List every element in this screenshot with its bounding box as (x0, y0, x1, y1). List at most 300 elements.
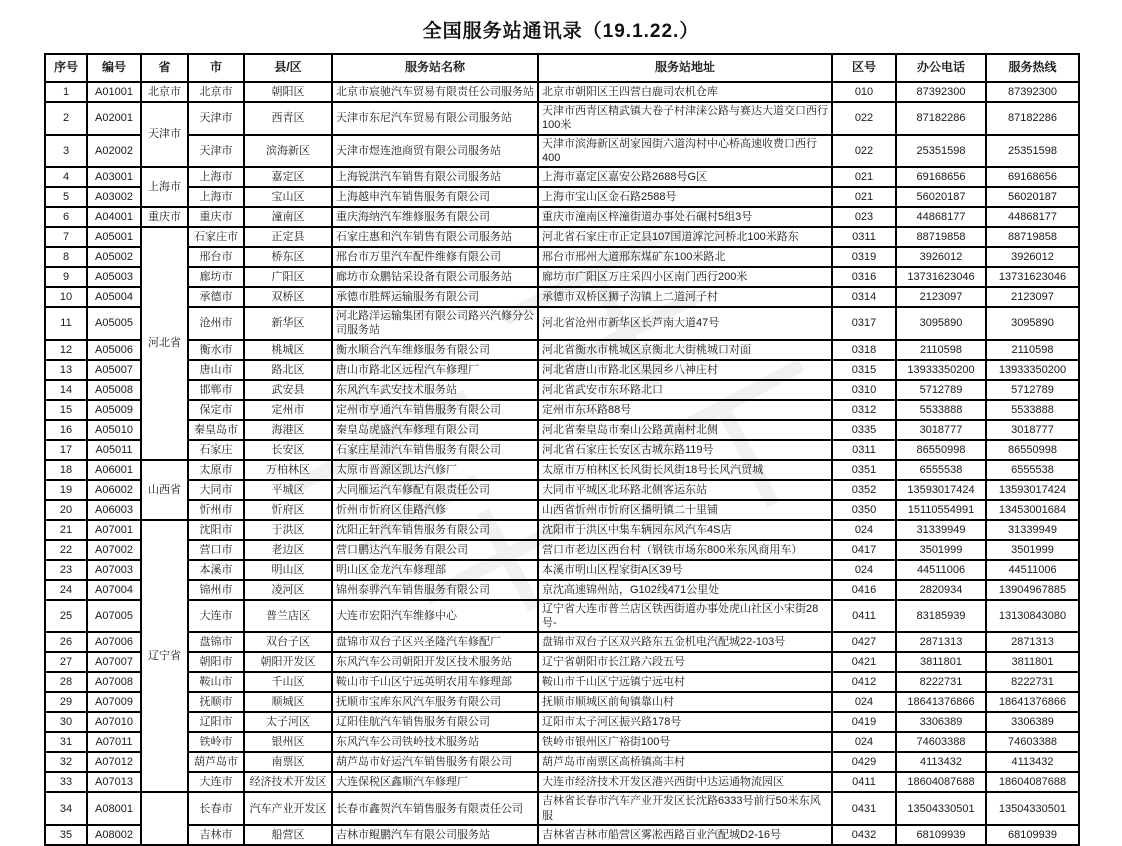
cell-no: 27 (45, 652, 87, 672)
cell-district: 顺城区 (244, 692, 332, 712)
cell-hotline: 3501999 (986, 540, 1079, 560)
cell-address: 鞍山市千山区宁远镇宁远屯村 (538, 672, 832, 692)
cell-no: 21 (45, 520, 87, 540)
cell-code: A06003 (87, 500, 141, 520)
cell-city: 长春市 (188, 792, 244, 825)
cell-office-phone: 44868177 (896, 207, 986, 227)
cell-area-code: 024 (832, 560, 896, 580)
cell-area-code: 024 (832, 732, 896, 752)
cell-district: 嘉定区 (244, 167, 332, 187)
cell-hotline: 74603388 (986, 732, 1079, 752)
cell-hotline: 3095890 (986, 307, 1079, 340)
cell-code: A07001 (87, 520, 141, 540)
cell-station-name: 沈阳正轩汽车销售服务有限公司 (332, 520, 538, 540)
cell-no: 34 (45, 792, 87, 825)
cell-area-code: 0411 (832, 772, 896, 792)
col-header-area-code: 区号 (832, 54, 896, 82)
cell-address: 邢台市邢州大道邢东煤矿东100米路北 (538, 247, 832, 267)
cell-area-code: 0319 (832, 247, 896, 267)
cell-station-name: 重庆海纳汽车维修服务有限公司 (332, 207, 538, 227)
cell-no: 19 (45, 480, 87, 500)
table-row (45, 540, 1079, 560)
cell-district: 老边区 (244, 540, 332, 560)
cell-area-code: 024 (832, 520, 896, 540)
cell-no: 29 (45, 692, 87, 712)
header-row (45, 54, 1079, 82)
cell-district: 定州市 (244, 400, 332, 420)
cell-hotline: 13130843080 (986, 600, 1079, 633)
cell-province: 上海市 (141, 167, 188, 207)
cell-area-code: 0352 (832, 480, 896, 500)
cell-code: A02001 (87, 102, 141, 135)
cell-city: 秦皇岛市 (188, 420, 244, 440)
cell-code: A05003 (87, 267, 141, 287)
table-row (45, 207, 1079, 227)
cell-area-code: 024 (832, 692, 896, 712)
cell-area-code: 022 (832, 135, 896, 168)
cell-office-phone: 69168656 (896, 167, 986, 187)
table-row (45, 287, 1079, 307)
table-row (45, 400, 1079, 420)
cell-area-code: 010 (832, 82, 896, 102)
cell-hotline: 44868177 (986, 207, 1079, 227)
cell-station-name: 天津市煜连池商贸有限公司服务站 (332, 135, 538, 168)
cell-province: 天津市 (141, 102, 188, 167)
cell-district: 朝阳开发区 (244, 652, 332, 672)
cell-city: 辽阳市 (188, 712, 244, 732)
cell-code: A07011 (87, 732, 141, 752)
table-row (45, 187, 1079, 207)
cell-code: A07013 (87, 772, 141, 792)
cell-no: 4 (45, 167, 87, 187)
cell-city: 锦州市 (188, 580, 244, 600)
cell-hotline: 31339949 (986, 520, 1079, 540)
table-row (45, 420, 1079, 440)
cell-city: 盘锦市 (188, 632, 244, 652)
cell-hotline: 4113432 (986, 752, 1079, 772)
cell-office-phone: 3095890 (896, 307, 986, 340)
cell-area-code: 022 (832, 102, 896, 135)
table-row (45, 227, 1079, 247)
cell-district: 新华区 (244, 307, 332, 340)
table-row (45, 825, 1079, 845)
cell-area-code: 0316 (832, 267, 896, 287)
cell-district: 宝山区 (244, 187, 332, 207)
cell-city: 承德市 (188, 287, 244, 307)
cell-district: 汽车产业开发区 (244, 792, 332, 825)
cell-city: 廊坊市 (188, 267, 244, 287)
cell-code: A07006 (87, 632, 141, 652)
cell-hotline: 13453001684 (986, 500, 1079, 520)
cell-area-code: 0318 (832, 340, 896, 360)
cell-city: 抚顺市 (188, 692, 244, 712)
cell-station-name: 鞍山市千山区宁远英明农用车修理部 (332, 672, 538, 692)
cell-district: 普兰店区 (244, 600, 332, 633)
cell-station-name: 大连保税区鑫顺汽车修理厂 (332, 772, 538, 792)
cell-address: 重庆市潼南区梓潼街道办事处石碾村5组3号 (538, 207, 832, 227)
cell-address: 河北省石家庄市正定县107国道滹沱河桥北100米路东 (538, 227, 832, 247)
cell-code: A07003 (87, 560, 141, 580)
cell-address: 抚顺市顺城区前甸镇靠山村 (538, 692, 832, 712)
cell-no: 10 (45, 287, 87, 307)
cell-city: 邢台市 (188, 247, 244, 267)
cell-hotline: 69168656 (986, 167, 1079, 187)
cell-no: 9 (45, 267, 87, 287)
col-header-city: 市 (188, 54, 244, 82)
cell-city: 吉林市 (188, 825, 244, 845)
cell-hotline: 3926012 (986, 247, 1079, 267)
table-row (45, 692, 1079, 712)
cell-hotline: 2871313 (986, 632, 1079, 652)
cell-area-code: 0350 (832, 500, 896, 520)
cell-address: 葫芦岛市南票区高桥镇高丰村 (538, 752, 832, 772)
cell-hotline: 56020187 (986, 187, 1079, 207)
cell-area-code: 0335 (832, 420, 896, 440)
cell-no: 7 (45, 227, 87, 247)
cell-address: 廊坊市广阳区万庄采四小区南门西行200米 (538, 267, 832, 287)
cell-station-name: 邢台市万里汽车配件维修有限公司 (332, 247, 538, 267)
cell-area-code: 0310 (832, 380, 896, 400)
cell-code: A02002 (87, 135, 141, 168)
cell-no: 26 (45, 632, 87, 652)
table-row (45, 480, 1079, 500)
cell-province: 山西省 (141, 460, 188, 520)
cell-hotline: 87392300 (986, 82, 1079, 102)
table-row (45, 772, 1079, 792)
cell-station-name: 明山区金龙汽车修理部 (332, 560, 538, 580)
cell-district: 武安县 (244, 380, 332, 400)
cell-hotline: 13731623046 (986, 267, 1079, 287)
cell-city: 重庆市 (188, 207, 244, 227)
cell-city: 营口市 (188, 540, 244, 560)
cell-district: 朝阳区 (244, 82, 332, 102)
cell-code: A07010 (87, 712, 141, 732)
cell-no: 23 (45, 560, 87, 580)
cell-office-phone: 3018777 (896, 420, 986, 440)
cell-office-phone: 13504330501 (896, 792, 986, 825)
cell-city: 邯郸市 (188, 380, 244, 400)
cell-hotline: 13593017424 (986, 480, 1079, 500)
cell-office-phone: 18604087688 (896, 772, 986, 792)
table-row (45, 340, 1079, 360)
cell-office-phone: 13933350200 (896, 360, 986, 380)
cell-city: 上海市 (188, 167, 244, 187)
cell-district: 太子河区 (244, 712, 332, 732)
col-header-code: 编号 (87, 54, 141, 82)
cell-station-name: 吉林市鲲鹏汽车有限公司服务站 (332, 825, 538, 845)
cell-office-phone: 4113432 (896, 752, 986, 772)
cell-station-name: 河北路洋运输集团有限公司路兴汽修分公司服务站 (332, 307, 538, 340)
table-row (45, 360, 1079, 380)
cell-district: 路北区 (244, 360, 332, 380)
cell-district: 船营区 (244, 825, 332, 845)
cell-city: 天津市 (188, 135, 244, 168)
cell-station-name: 东风汽车公司铁岭技术服务站 (332, 732, 538, 752)
cell-office-phone: 68109939 (896, 825, 986, 845)
cell-station-name: 东风汽车公司朝阳开发区技术服务站 (332, 652, 538, 672)
cell-code: A05002 (87, 247, 141, 267)
cell-address: 本溪市明山区程家街A区39号 (538, 560, 832, 580)
cell-address: 铁岭市银州区广裕街100号 (538, 732, 832, 752)
cell-office-phone: 31339949 (896, 520, 986, 540)
cell-office-phone: 2110598 (896, 340, 986, 360)
cell-hotline: 13933350200 (986, 360, 1079, 380)
cell-no: 8 (45, 247, 87, 267)
cell-city: 保定市 (188, 400, 244, 420)
table-row (45, 712, 1079, 732)
cell-code: A06001 (87, 460, 141, 480)
cell-code: A07007 (87, 652, 141, 672)
cell-office-phone: 18641376866 (896, 692, 986, 712)
cell-district: 于洪区 (244, 520, 332, 540)
cell-office-phone: 88719858 (896, 227, 986, 247)
cell-code: A03001 (87, 167, 141, 187)
cell-office-phone: 87182286 (896, 102, 986, 135)
cell-address: 大同市平城区北环路北侧客运东站 (538, 480, 832, 500)
col-header-station-name: 服务站名称 (332, 54, 538, 82)
cell-address: 河北省唐山市路北区果园乡八神庄村 (538, 360, 832, 380)
cell-district: 银州区 (244, 732, 332, 752)
cell-code: A05009 (87, 400, 141, 420)
cell-district: 南票区 (244, 752, 332, 772)
cell-station-name: 大连市宏阳汽车维修中心 (332, 600, 538, 633)
cell-office-phone: 13731623046 (896, 267, 986, 287)
table-row (45, 752, 1079, 772)
cell-address: 山西省忻州市忻府区播明镇二十里铺 (538, 500, 832, 520)
cell-address: 河北省衡水市桃城区京衡北大街桃城口对面 (538, 340, 832, 360)
table-row (45, 500, 1079, 520)
cell-area-code: 0431 (832, 792, 896, 825)
cell-address: 吉林省长春市汽车产业开发区长沈路6333号前行50米东风服 (538, 792, 832, 825)
cell-hotline: 18604087688 (986, 772, 1079, 792)
cell-address: 天津市滨海新区胡家园街六道沟村中心桥高速收费口西行400 (538, 135, 832, 168)
cell-city: 铁岭市 (188, 732, 244, 752)
cell-area-code: 0427 (832, 632, 896, 652)
cell-office-phone: 3811801 (896, 652, 986, 672)
cell-city: 朝阳市 (188, 652, 244, 672)
cell-no: 31 (45, 732, 87, 752)
cell-address: 大连市经济技术开发区港兴西街中达运通物流园区 (538, 772, 832, 792)
cell-station-name: 秦皇岛虎盛汽车修理有限公司 (332, 420, 538, 440)
cell-hotline: 87182286 (986, 102, 1079, 135)
table-row (45, 247, 1079, 267)
cell-office-phone: 3926012 (896, 247, 986, 267)
cell-area-code: 0421 (832, 652, 896, 672)
table-row (45, 652, 1079, 672)
cell-station-name: 上海锐洪汽车销售有限公司服务站 (332, 167, 538, 187)
cell-district: 经济技术开发区 (244, 772, 332, 792)
cell-city: 上海市 (188, 187, 244, 207)
cell-office-phone: 2871313 (896, 632, 986, 652)
table-row (45, 167, 1079, 187)
cell-area-code: 021 (832, 167, 896, 187)
cell-address: 上海市嘉定区嘉安公路2688号G区 (538, 167, 832, 187)
cell-no: 5 (45, 187, 87, 207)
cell-office-phone: 13593017424 (896, 480, 986, 500)
cell-address: 河北省武安市东环路北口 (538, 380, 832, 400)
cell-area-code: 0411 (832, 600, 896, 633)
cell-district: 桥东区 (244, 247, 332, 267)
cell-station-name: 抚顺市宝库东风汽车服务有限公司 (332, 692, 538, 712)
cell-code: A05005 (87, 307, 141, 340)
col-header-office-phone: 办公电话 (896, 54, 986, 82)
cell-city: 忻州市 (188, 500, 244, 520)
cell-station-name: 上海越申汽车销售服务有限公司 (332, 187, 538, 207)
cell-area-code: 0412 (832, 672, 896, 692)
cell-station-name: 东风汽车武安技术服务站 (332, 380, 538, 400)
cell-office-phone: 87392300 (896, 82, 986, 102)
cell-province: 河北省 (141, 227, 188, 460)
cell-hotline: 5712789 (986, 380, 1079, 400)
cell-hotline: 5533888 (986, 400, 1079, 420)
cell-no: 22 (45, 540, 87, 560)
cell-office-phone: 5712789 (896, 380, 986, 400)
cell-no: 1 (45, 82, 87, 102)
cell-code: A08001 (87, 792, 141, 825)
cell-code: A05006 (87, 340, 141, 360)
cell-code: A05007 (87, 360, 141, 380)
cell-code: A07008 (87, 672, 141, 692)
cell-city: 石家庄 (188, 440, 244, 460)
cell-area-code: 021 (832, 187, 896, 207)
cell-area-code: 0314 (832, 287, 896, 307)
cell-city: 唐山市 (188, 360, 244, 380)
cell-code: A05011 (87, 440, 141, 460)
cell-area-code: 023 (832, 207, 896, 227)
cell-address: 河北省石家庄长安区古城东路119号 (538, 440, 832, 460)
cell-district: 平城区 (244, 480, 332, 500)
cell-city: 天津市 (188, 102, 244, 135)
table-row (45, 600, 1079, 633)
cell-no: 13 (45, 360, 87, 380)
cell-hotline: 8222731 (986, 672, 1079, 692)
cell-district: 长安区 (244, 440, 332, 460)
cell-station-name: 大同雁运汽车修配有限责任公司 (332, 480, 538, 500)
cell-hotline: 6555538 (986, 460, 1079, 480)
cell-station-name: 锦州泰骅汽车销售服务有限公司 (332, 580, 538, 600)
cell-no: 18 (45, 460, 87, 480)
cell-code: A05010 (87, 420, 141, 440)
cell-code: A01001 (87, 82, 141, 102)
cell-office-phone: 86550998 (896, 440, 986, 460)
cell-city: 沧州市 (188, 307, 244, 340)
table-row (45, 440, 1079, 460)
table-body (45, 82, 1079, 845)
cell-district: 万柏林区 (244, 460, 332, 480)
cell-office-phone: 56020187 (896, 187, 986, 207)
cell-code: A08002 (87, 825, 141, 845)
table-row (45, 732, 1079, 752)
cell-district: 海港区 (244, 420, 332, 440)
cell-code: A05004 (87, 287, 141, 307)
cell-district: 明山区 (244, 560, 332, 580)
cell-hotline: 3018777 (986, 420, 1079, 440)
cell-station-name: 营口鹏达汽车服务有限公司 (332, 540, 538, 560)
cell-code: A06002 (87, 480, 141, 500)
cell-office-phone: 3501999 (896, 540, 986, 560)
table-row (45, 792, 1079, 825)
cell-station-name: 石家庄星沛汽车销售服务有限公司 (332, 440, 538, 460)
cell-province: 重庆市 (141, 207, 188, 227)
cell-office-phone: 6555538 (896, 460, 986, 480)
table-row (45, 632, 1079, 652)
directory-table (44, 53, 1080, 846)
cell-no: 17 (45, 440, 87, 460)
cell-no: 24 (45, 580, 87, 600)
cell-code: A04001 (87, 207, 141, 227)
table-row (45, 560, 1079, 580)
cell-no: 14 (45, 380, 87, 400)
cell-no: 25 (45, 600, 87, 633)
cell-no: 20 (45, 500, 87, 520)
col-header-address: 服务站地址 (538, 54, 832, 82)
cell-hotline: 88719858 (986, 227, 1079, 247)
cell-city: 沈阳市 (188, 520, 244, 540)
cell-district: 桃城区 (244, 340, 332, 360)
cell-station-name: 忻州市忻府区佳路汽修 (332, 500, 538, 520)
cell-code: A05008 (87, 380, 141, 400)
col-header-hotline: 服务热线 (986, 54, 1079, 82)
cell-address: 太原市万柏林区长风街长风街18号长风汽贸城 (538, 460, 832, 480)
cell-district: 忻府区 (244, 500, 332, 520)
cell-hotline: 13904967885 (986, 580, 1079, 600)
cell-city: 鞍山市 (188, 672, 244, 692)
cell-city: 葫芦岛市 (188, 752, 244, 772)
directory-table-container (44, 53, 1078, 846)
cell-address: 北京市朝阳区王四营白鹿司农机仓库 (538, 82, 832, 102)
cell-area-code: 0312 (832, 400, 896, 420)
cell-city: 北京市 (188, 82, 244, 102)
table-row (45, 380, 1079, 400)
cell-city: 大连市 (188, 600, 244, 633)
cell-province: 北京市 (141, 82, 188, 102)
cell-address: 承德市双桥区狮子沟镇上二道河子村 (538, 287, 832, 307)
cell-district: 双桥区 (244, 287, 332, 307)
cell-area-code: 0315 (832, 360, 896, 380)
cell-station-name: 唐山市路北区远程汽车修理厂 (332, 360, 538, 380)
cell-address: 河北省沧州市新华区长芦南大道47号 (538, 307, 832, 340)
cell-office-phone: 3306389 (896, 712, 986, 732)
cell-area-code: 0311 (832, 440, 896, 460)
cell-area-code: 0311 (832, 227, 896, 247)
cell-hotline: 86550998 (986, 440, 1079, 460)
cell-no: 32 (45, 752, 87, 772)
cell-address: 天津市西青区精武镇大卷子村津涞公路与赛达大道交口西行100米 (538, 102, 832, 135)
cell-no: 6 (45, 207, 87, 227)
cell-address: 定州市东环路88号 (538, 400, 832, 420)
table-row (45, 672, 1079, 692)
cell-city: 本溪市 (188, 560, 244, 580)
table-header (45, 54, 1079, 82)
cell-area-code: 0419 (832, 712, 896, 732)
cell-hotline: 13504330501 (986, 792, 1079, 825)
cell-area-code: 0432 (832, 825, 896, 845)
cell-district: 滨海新区 (244, 135, 332, 168)
cell-address: 京沈高速锦州站，G102线471公里处 (538, 580, 832, 600)
cell-office-phone: 44511006 (896, 560, 986, 580)
cell-area-code: 0429 (832, 752, 896, 772)
cell-address: 河北省秦皇岛市秦山公路黄南村北侧 (538, 420, 832, 440)
cell-address: 上海市宝山区金石路2588号 (538, 187, 832, 207)
cell-province (141, 792, 188, 845)
cell-no: 16 (45, 420, 87, 440)
cell-district: 潼南区 (244, 207, 332, 227)
cell-no: 33 (45, 772, 87, 792)
cell-office-phone: 2123097 (896, 287, 986, 307)
cell-address: 辽宁省大连市普兰店区铁西街道办事处虎山社区小宋街28号- (538, 600, 832, 633)
cell-code: A07009 (87, 692, 141, 712)
cell-code: A07005 (87, 600, 141, 633)
